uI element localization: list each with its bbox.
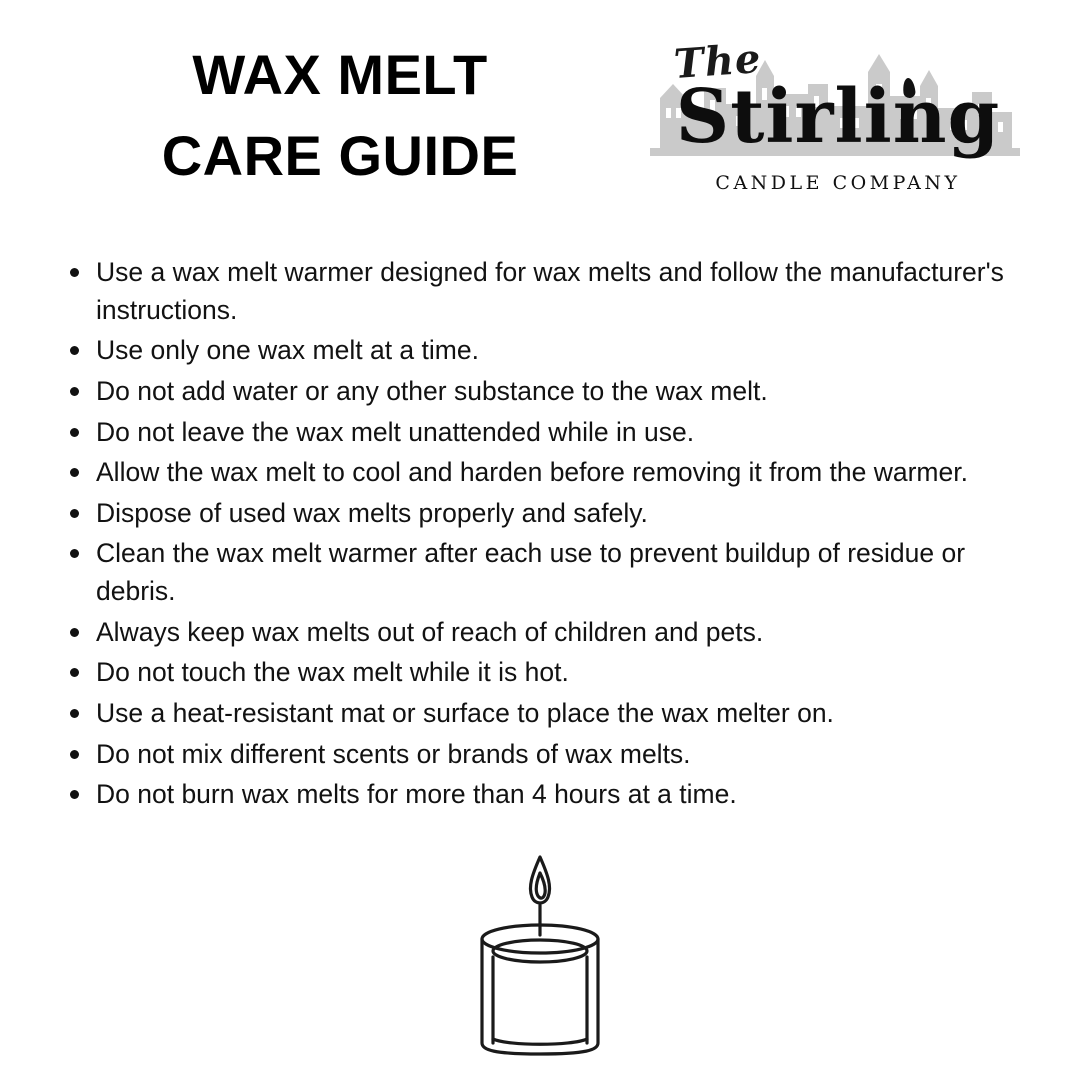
lit-candle-icon [440,847,640,1062]
list-item: Do not touch the wax melt while it is hot. [62,654,1022,692]
logo-the-text: The [672,35,763,88]
brand-logo [650,32,1020,212]
header [0,0,1080,212]
footer-illustration [0,847,1080,1062]
list-item: Do not leave the wax melt unattended while in use. [62,414,1022,452]
list-item: Use only one wax melt at a time. [62,332,1022,370]
care-list [62,254,1022,814]
list-item: Clean the wax melt warmer after each use to prevent buildup of residue or debris. [62,535,1022,610]
list-item: Do not mix different scents or brands of wax melts. [62,736,1022,774]
care-instructions [0,212,1080,814]
page-title [60,28,620,196]
list-item: Use a heat-resistant mat or surface to place the wax melter on. [62,695,1022,733]
list-item: Do not burn wax melts for more than 4 hours at a time. [62,776,1022,814]
list-item: Dispose of used wax melts properly and safely. [62,495,1022,533]
page-title-line-1: WAX MELT [192,43,488,106]
list-item: Do not add water or any other substance to the wax melt. [62,373,1022,411]
logo-brand-name: Stirling [675,74,1001,160]
page-title-line-2: CARE GUIDE [161,124,519,188]
list-item: Use a wax melt warmer designed for wax melts and follow the manufacturer's instructions. [62,254,1022,329]
list-item: Always keep wax melts out of reach of children and pets. [62,614,1022,652]
logo-tagline: CANDLE COMPANY [715,172,961,194]
list-item: Allow the wax melt to cool and harden before removing it from the warmer. [62,454,1022,492]
